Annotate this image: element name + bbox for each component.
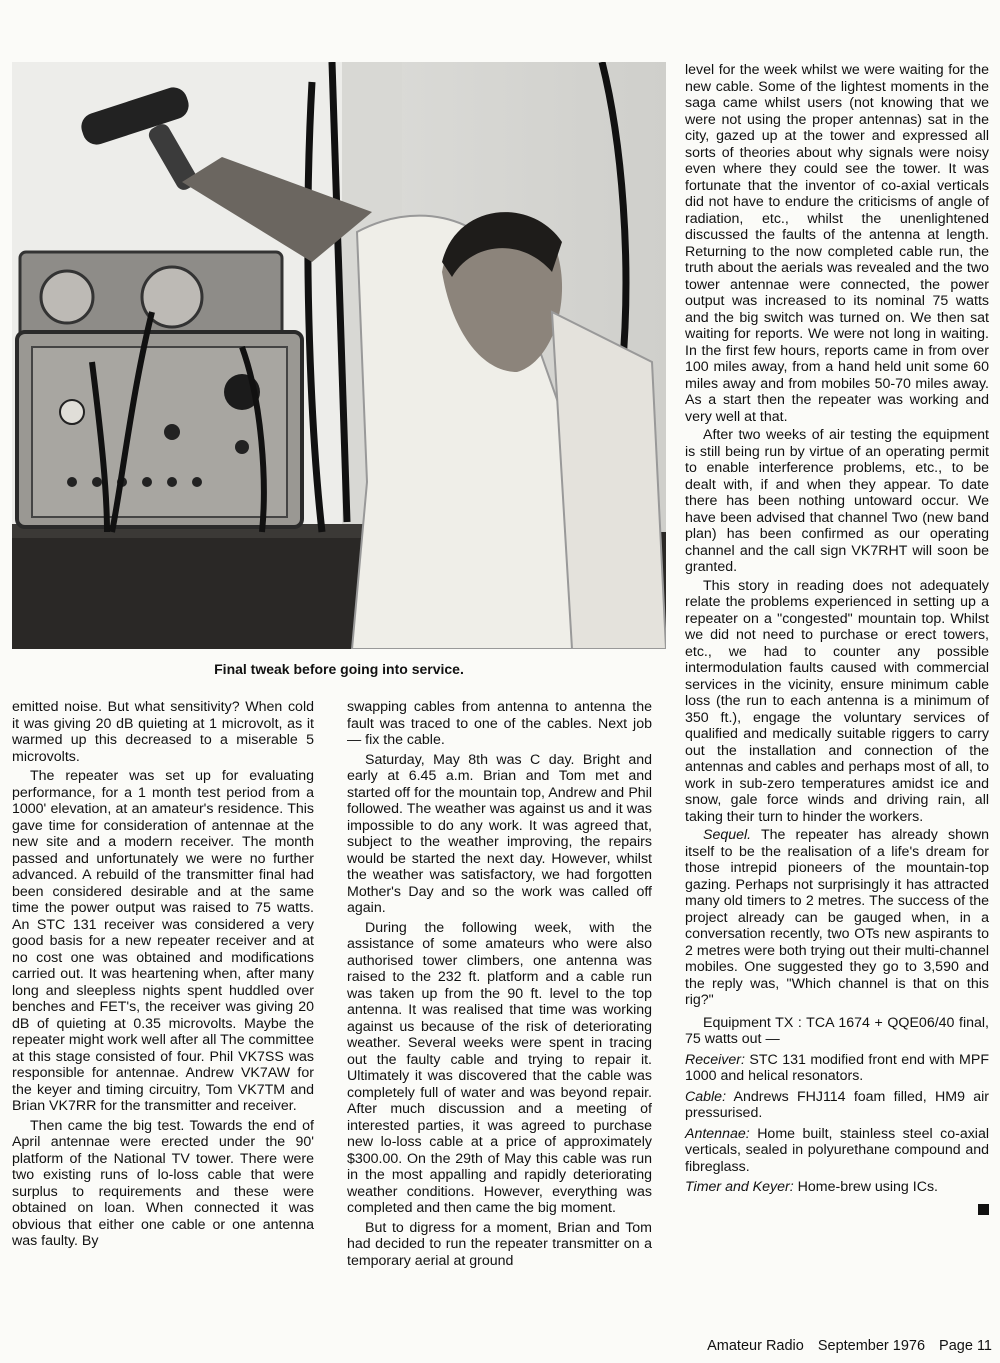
paragraph: But to digress for a moment, Brian and Tom had decided to run the repeater transmitter on a temporary aerial at ground — [347, 1219, 652, 1269]
equipment-antennae: Antennae: Home built, stainless steel co-axial verticals, sealed in polyurethane compound and fibreglass. — [685, 1125, 989, 1175]
equipment-timer-keyer: Timer and Keyer: Home-brew using ICs. — [685, 1179, 938, 1195]
equipment-receiver: Receiver: STC 131 modified front end with MPF 1000 and helical resonators. — [685, 1051, 989, 1084]
issue-date: September 1976 — [817, 1338, 926, 1354]
equipment-tx: Equipment TX : TCA 1674 + QQE06/40 final, 75 watts out — — [685, 1014, 989, 1047]
paragraph: After two weeks of air testing the equipment is still being run by virtue of an operating permit to enable interference problems, etc., to be dealt with, if and when they appear. To date there has been nothing untoward occur. We have been advised that channel Two (new band plan) has been confirmed as our operating channel and the call sign VK7RHT will soon be granted. — [685, 427, 989, 575]
column-1 — [12, 699, 314, 1250]
sequel-label: Sequel. — [703, 827, 752, 843]
paragraph: level for the week whilst we were waiting for the new cable. Some of the lightest moments in the saga came whilst users (not knowing that we were not using the proper antennas) sat in the city, gazed up at the tower and expressed all sorts of theories about why signals were noisy even where they could see the tower. It was fortunate that the inventor of co-axial verticals did not have to endure the criticisms of angle of radiation, etc., whilst the unenlightened discussed the faults of the antenna at length. Returning to the now completed cable run, the truth about the aerials was revealed and the two tower antennae were connected, the power output was increased to its nominal 75 watts and the big switch was turned on. We then sat waiting for reports. We were not long in waiting. In the first few hours, reports came in from over 100 miles away, from a hand held unit some 60 miles away and from mobiles 50-70 miles away. As a start then the repeater was working and very well at that. — [685, 62, 989, 425]
page-footer — [640, 1338, 992, 1354]
paragraph: During the following week, with the assistance of some amateurs who were also authorised tower climbers, one antenna was raised to the 232 ft. platform and a cable run was taken up from the 90 ft. level to the top antenna. It was realised that time was working against us because of the risk of deteriorating weather. Several weeks were spent in tracing out the faulty cable and trying to repair it. Ultimately it was discovered that the cable was completely full of water and was beyond repair. After much discussion and a meeting of interested parties, it was agreed to purchase new lo-loss cable at a price of approximately $300.00. On the 29th of May this cable was run in the most appalling and rapidly deteriorating weather conditions. However, everything was completed and then came the big moment. — [347, 919, 652, 1216]
column-3 — [685, 62, 989, 1215]
paragraph: Then came the big test. Towards the end of April antennae were erected under the 90' platform of the National TV tower. There were two existing runs of lo-loss cable that were surplus to requirements and these were obtained on loan. When connected it was obvious that either one cable or one antenna was faulty. By — [12, 1117, 314, 1249]
equipment-cable: Cable: Andrews FHJ114 foam filled, HM9 air pressurised. — [685, 1088, 989, 1121]
column-2 — [347, 699, 652, 1269]
photo-caption: Final tweak before going into service. — [214, 661, 464, 677]
paragraph: The repeater was set up for evaluating performance, for a 1 month test period from a 1000' elevation, at an amateur's residence. This gave time for consideration of antennae at the new site and a modern receiver. The month passed and unfortunately we were no further advanced. A rebuild of the transmitter final had been considered desirable and at the same time the power output was raised to 75 watts. An STC 131 receiver was considered a very good basis for a new repeater receiver and at no cost one was obtained and modifications carried out. It was heartening when, after many long and sleepless nights spent huddled over benches and FET's, the receiver was giving 20 dB of quieting at 0.35 microvolts. Maybe the repeater might work well after all The committee at this stage consisted of four. Phil VK7SS was responsible for antennae. Andrew VK7AW for the keyer and timing circuitry, Tom VK7TM and Brian VK7RR for the transmitter and receiver. — [12, 768, 314, 1114]
sequel-paragraph — [685, 827, 989, 1009]
page-number: Page 11 — [939, 1338, 992, 1354]
paragraph: Saturday, May 8th was C day. Bright and early at 6.45 a.m. Brian and Tom met and started off for the mountain top, Andrew and Phil followed. The weather was against us and it was impossible to do any work. It was agreed that, subject to the weather improving, the repairs would be started the next day. However, whilst the weather was satisfactory, we had forgotten Mother's Day and so the work was called off again. — [347, 751, 652, 916]
magazine-name: Amateur Radio — [707, 1338, 804, 1354]
photo — [12, 62, 666, 649]
sequel-text: The repeater has already shown itself to be the realisation of a life's dream for those intrepid pioneers of the mountain-top gazing. Perhaps not surprisingly it has attracted many old timers to 2 metres. The success of the project already can be gauged when, in a conversation recently, two OTs new aspirants to 2 metres were both trying out their multi-channel mobiles. One suggested they go to 3,590 and the reply was, "Which channel is that on this rig?" — [685, 827, 989, 1008]
photo-hammer-repeater-icon — [12, 62, 666, 649]
paragraph: This story in reading does not adequately relate the problems experienced in setting up a repeater on a "congested" mountain top. Whilst we did not need to purchase or erect towers, etc., we had to counter any possible intermodulation faults caused with commercial services in the vicinity, ensure minimum cable loss (the run to each antenna is a minimum of 350 ft.), engage the voluntary services of qualified and medically suitable riggers to carry out the installation and connection of the antennas and cables and perhaps most of all, to work in sub-zero temperatures amidst ice and snow, gale force winds and driving rain, all taking their turn to hinder the workers. — [685, 577, 989, 825]
end-of-article-icon — [978, 1204, 989, 1215]
paragraph: emitted noise. But what sensitivity? When cold it was giving 20 dB quieting at 1 microvolt, as it warmed up this decreased to a miserable 5 microvolts. — [12, 699, 314, 765]
paragraph: swapping cables from antenna to antenna the fault was traced to one of the cables. Next job — fix the cable. — [347, 699, 652, 748]
